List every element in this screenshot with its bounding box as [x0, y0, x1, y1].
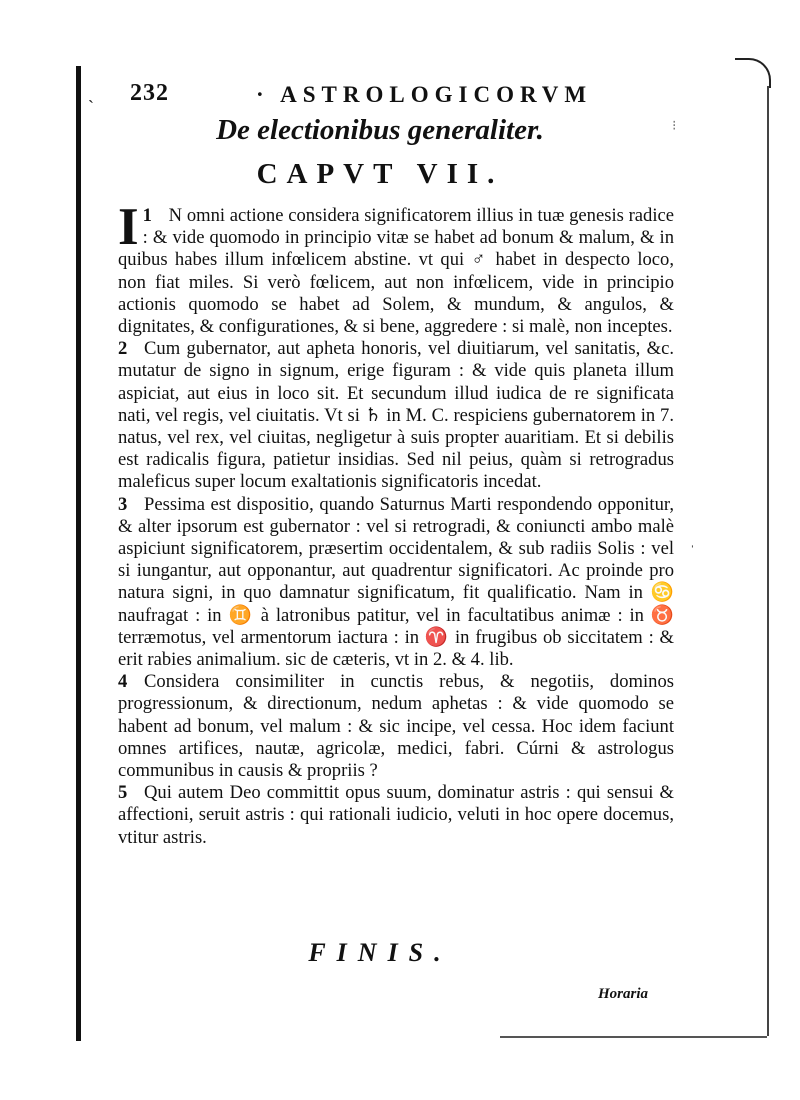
page-right-edge — [767, 86, 769, 1036]
page-binding-edge — [76, 66, 81, 1041]
page-bottom-edge — [500, 1036, 767, 1038]
paragraph-3 — [118, 494, 674, 672]
page-number: 232 — [130, 80, 169, 106]
paragraph-text: Cum gubernator, aut apheta honoris, vel diuitiarum, vel sanitatis, &c. mutatur de signo in signum, erige figuram : & vide quis planeta illum aspiciat, aut eius in loco sit. Et secundum illud iudica de re significata nati, vel regis, vel ciuitatis. Vt si ♄ in M. C. respiciens gubernatorem in 7. natus, vel rex, vel ciuitas, negligetur à suis propter auaritiam. Et si debilis est radicalis figura, patietur insidias. Sed nil peius, quàm si retrogradus maleficus super locum exaltationis significatoris incedat. — [118, 338, 674, 493]
paragraph-5 — [118, 782, 674, 849]
body-text — [118, 198, 674, 849]
chapter-heading: CAPVT VII. — [256, 158, 504, 190]
margin-tick-mark: ˎ — [88, 83, 94, 103]
running-title: · ASTROLOGICORVM — [256, 82, 593, 107]
paragraph-text: N omni actione considera significatorem illius in tuæ genesis radice : & vide quomodo in principio vitæ se habet ad bonum & malum, & in quibus habes illum infœlicem abstine. vt qui ♂ habet in despecto loco, non fiat miles. Si verò fœlicem, aut non infœlicem, vide in principio actionis quomodo se habet ad Solem, & mundum, & angulos, & dignitates, & configurationes, & si bene, aggredere : si malè, non inceptes. — [118, 205, 674, 338]
paragraph-number: 1 — [142, 205, 152, 226]
paragraph-number: 4 — [118, 671, 128, 693]
section-title: De electionibus generaliter. — [216, 114, 544, 146]
paragraph-number: 3 — [118, 493, 128, 515]
paragraph-number: 5 — [118, 782, 128, 804]
margin-smudge: ⁝ — [672, 119, 677, 134]
margin-edge-mark: ˈ — [690, 544, 695, 559]
paragraph-2 — [118, 338, 674, 493]
page-corner — [735, 58, 771, 88]
paragraph-4 — [118, 671, 674, 782]
paragraph-1 — [118, 198, 674, 338]
paragraph-number: 2 — [118, 338, 128, 360]
paragraph-text: Qui autem Deo committit opus suum, dominatur astris : qui sensui & affectioni, seruit astris : qui rationali iudicio, veluti in hoc opere docemus, vtitur astris. — [118, 782, 674, 848]
running-head — [120, 80, 640, 110]
paragraph-text: Considera consimiliter in cunctis rebus, & negotiis, dominos progressionum, & directionum, nedum aphetas : & vide quomodo se habent ad bonum, vel malum : & sic incipe, vel cessa. Hoc idem faciunt omnes artifices, nautæ, agricolæ, medici, fabri. Cúrni & astrologus communibus in causis & propriis ? — [118, 671, 674, 782]
drop-cap: I — [118, 198, 139, 256]
finis-colophon: FINIS. — [308, 938, 452, 967]
paragraph-text: Pessima est dispositio, quando Saturnus Marti respondendo opponitur, & alter ipsorum est gubernator : vel si retrogradi, & coniuncti ambo malè aspiciunt significatorem, præsertim occidentalem, & sub radiis Solis : vel si iungantur, aut opponantur, aut quadrentur significatori. Ac proinde pro natura signi, in quo damnatur significatum, fit qualificatio. Nam in ♋ naufragat : in ♊ à latronibus patitur, vel in facultatibus animæ : in ♉ terræmotus, vel armentorum iactura : in ♈ in frugibus ob siccitatem : & erit rabies animalium. sic de cæteris, vt in 2. & 4. lib. — [118, 493, 674, 671]
catchword: Horaria — [598, 986, 649, 1002]
